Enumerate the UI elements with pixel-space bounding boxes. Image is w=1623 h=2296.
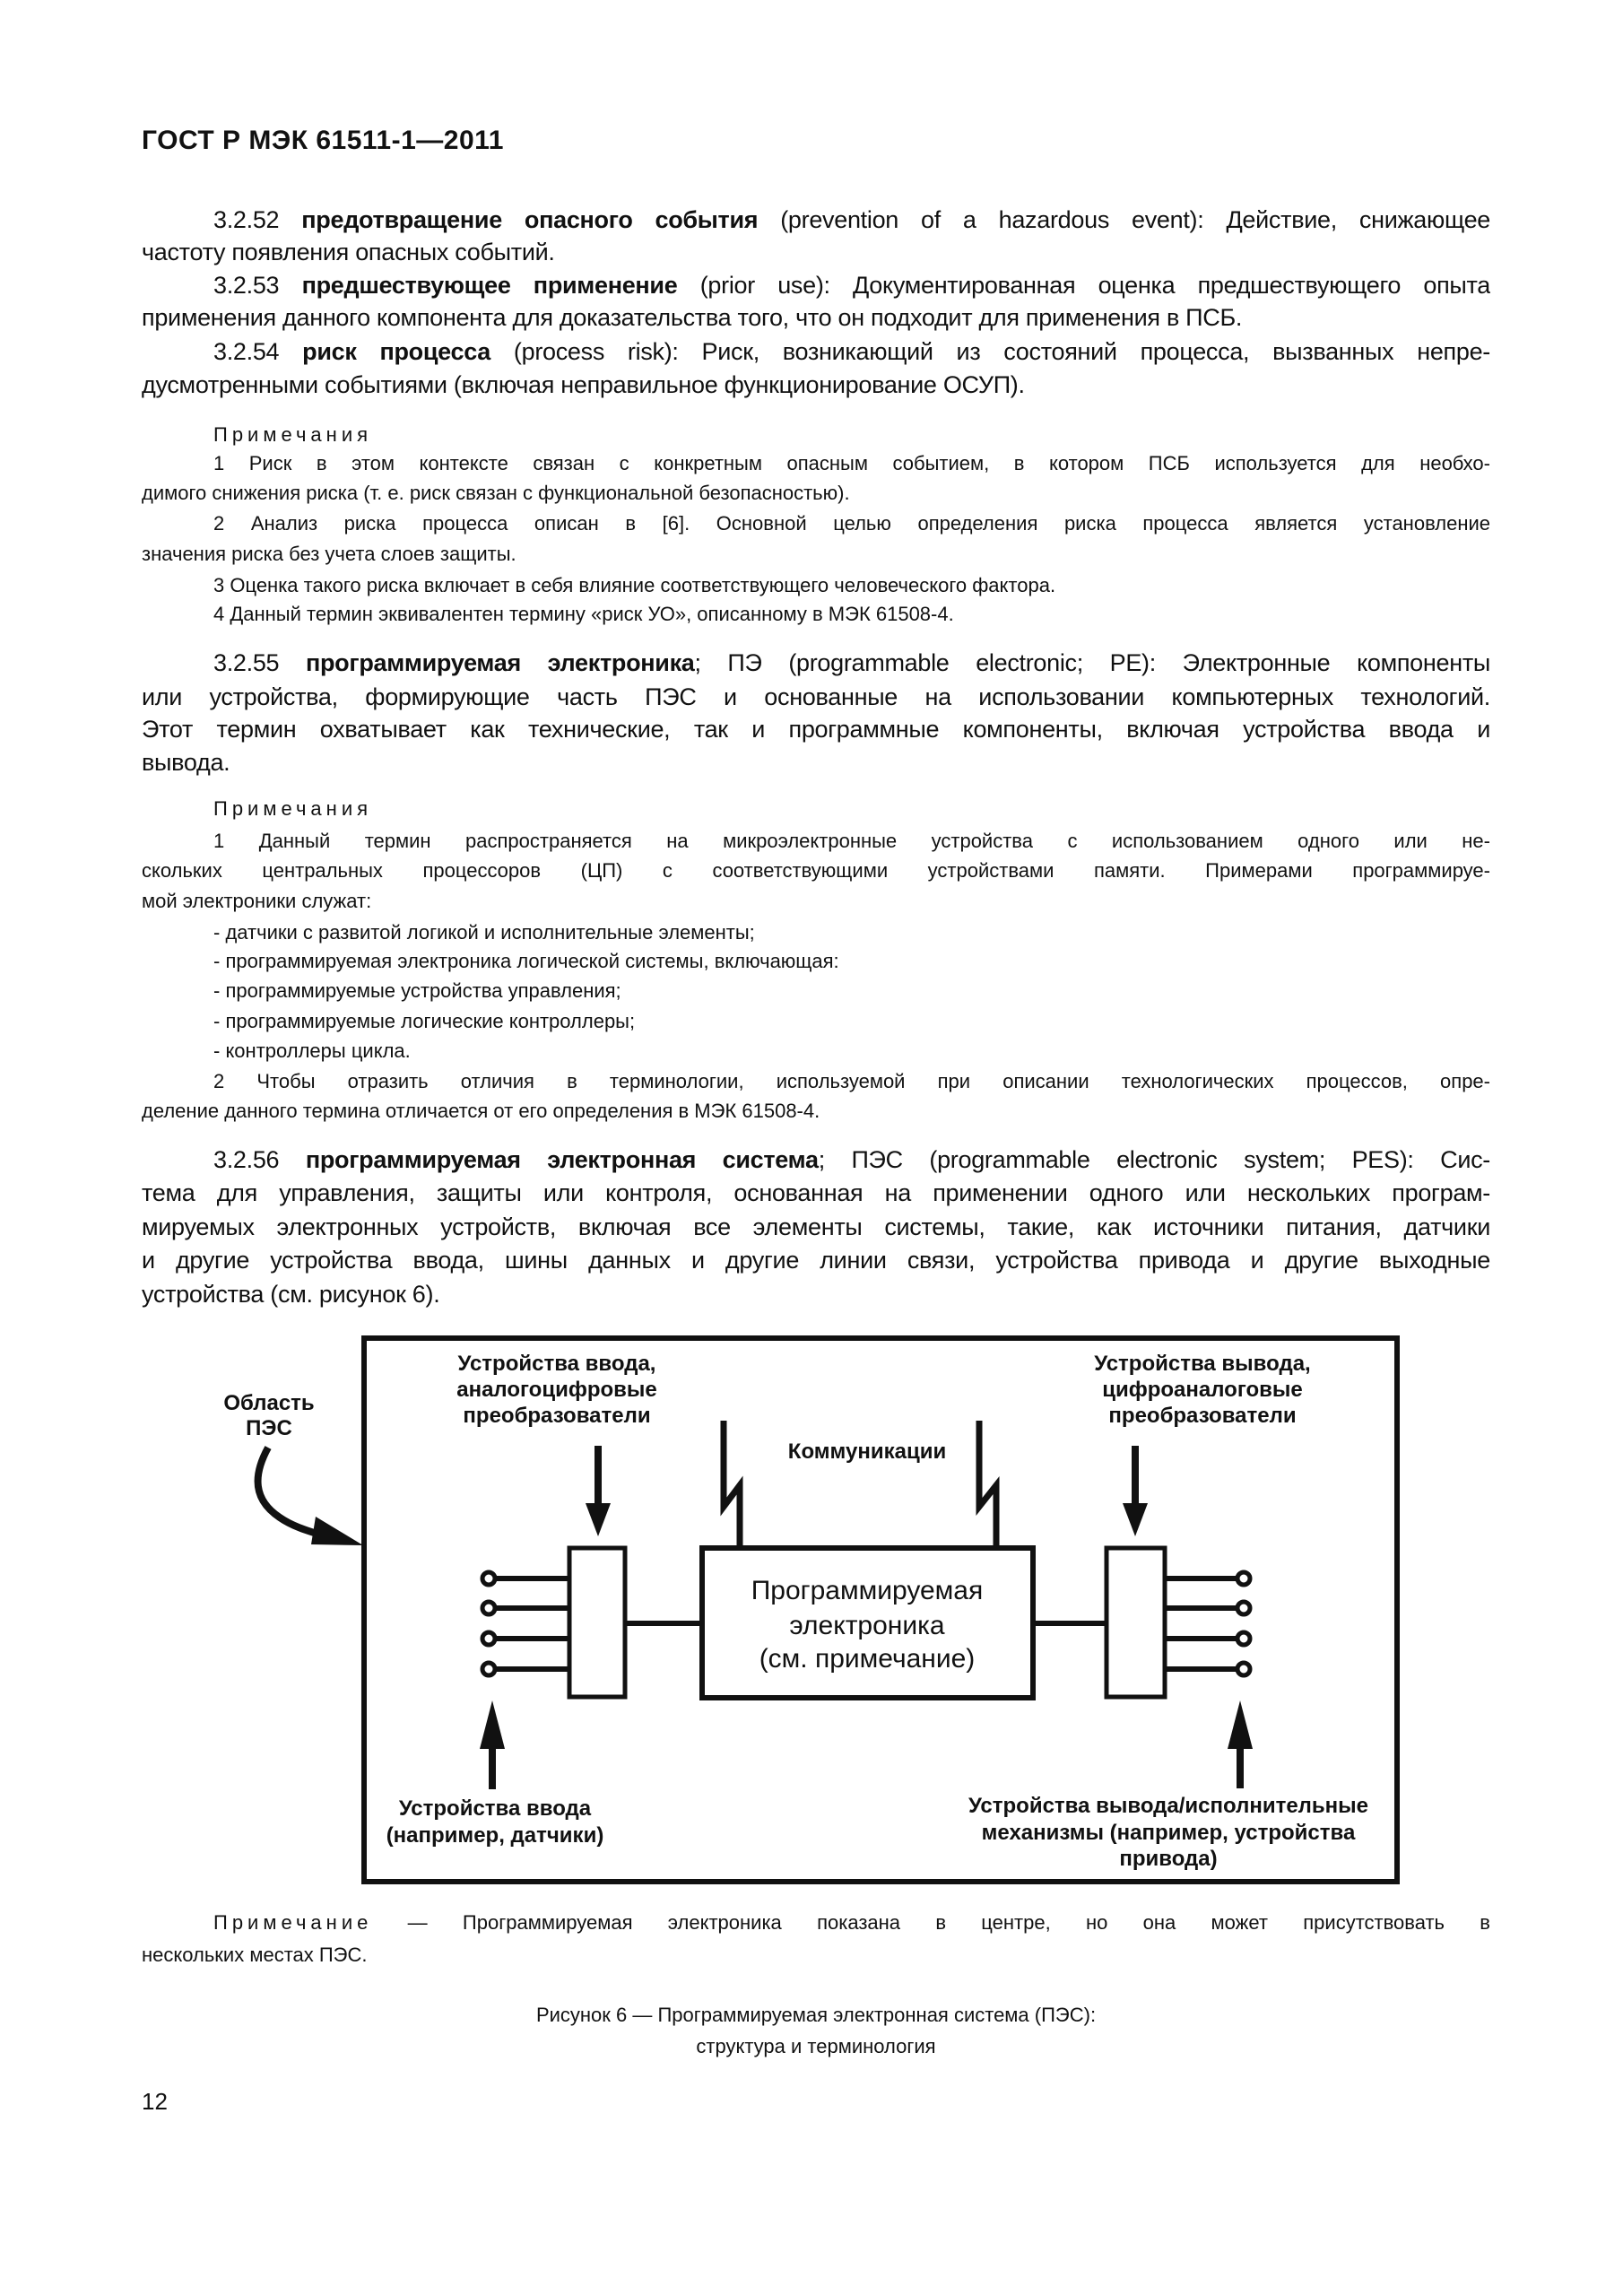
note-line: 3 Оценка такого риска включает в себя влияние соответствующего человеческого фактора. xyxy=(213,574,1056,596)
scope-label-line-1: Область xyxy=(223,1391,315,1415)
input-converters-label-line-1: Устройства ввода, xyxy=(457,1352,656,1376)
clause-number: 3.2.52 xyxy=(213,206,280,233)
input-devices-arrowhead xyxy=(480,1700,505,1749)
output-terminal xyxy=(1237,1663,1250,1675)
center-box-label-line-2: электроника xyxy=(789,1611,945,1640)
communications-link-right-icon xyxy=(979,1421,996,1548)
paragraph-3-2-56-line: тема для управления, защиты или контроля, основанная на применении одного или нескольких програм- xyxy=(142,1179,1490,1206)
term: программируемая электронная система xyxy=(305,1146,819,1173)
note-line: 1 Риск в этом контексте связан с конкретным опасным событием, в котором ПСБ используется для необхо- xyxy=(213,452,1490,474)
figure-caption-line-2: структура и терминология xyxy=(696,2035,936,2057)
document-header-title: ГОСТ Р МЭК 61511-1—2011 xyxy=(142,126,504,155)
term: предотвращение опасного события xyxy=(301,206,759,233)
output-converter-box xyxy=(1107,1548,1165,1697)
paragraph-3-2-55-line: Этот термин охватывает как технические, так и программные компоненты, включая устройства ввода и xyxy=(142,716,1490,743)
figure-note-line-2: нескольких местах ПЭС. xyxy=(142,1944,368,1966)
notes-heading: Примечания xyxy=(213,423,373,446)
paragraph-3-2-56-line: устройства (см. рисунок 6). xyxy=(142,1281,440,1308)
definition-text: (prevention of a hazardous event): Действие, снижающее xyxy=(780,206,1490,233)
note-line: димого снижения риска (т. е. риск связан с функциональной безопасностью). xyxy=(142,482,850,504)
scope-arrowhead xyxy=(311,1517,363,1545)
note-list-item: - программируемые логические контроллеры; xyxy=(213,1010,636,1032)
notes-heading: Примечания xyxy=(213,797,373,820)
figure-caption-line-1: Рисунок 6 — Программируемая электронная система (ПЭС): xyxy=(535,2004,1097,2026)
definition-text: ; ПЭС (programmable electronic system; PES): Сис- xyxy=(818,1146,1490,1173)
clause-number: 3.2.56 xyxy=(213,1146,280,1173)
term: программируемая электроника xyxy=(305,649,695,676)
note-line: 1 Данный термин распространяется на микроэлектронные устройства с использованием одного или не- xyxy=(213,830,1490,852)
term: риск процесса xyxy=(302,338,491,365)
note-line: мой электроники служат: xyxy=(142,890,372,912)
note-line: деление данного термина отличается от его определения в МЭК 61508-4. xyxy=(142,1100,820,1122)
communications-link-left-icon xyxy=(724,1421,740,1548)
note-line: скольких центральных процессоров (ЦП) с соответствующими устройствами памяти. Примерами программируе- xyxy=(142,859,1490,882)
clause-number: 3.2.54 xyxy=(213,338,280,365)
figure-note-line-1 xyxy=(213,1909,1490,1937)
input-terminal xyxy=(482,1632,495,1645)
output-devices-label-line-1: Устройства вывода/исполнительные xyxy=(968,1794,1369,1818)
definition-text: ; ПЭ (programmable electronic; PE): Электронные компоненты xyxy=(694,649,1490,676)
input-converters-label-line-2: аналогоцифровые xyxy=(456,1378,657,1402)
input-converters-label-line-3: преобразователи xyxy=(463,1404,651,1428)
output-converters-label-line-1: Устройства вывода, xyxy=(1094,1352,1311,1376)
input-converter-box xyxy=(569,1548,625,1697)
input-terminal xyxy=(482,1602,495,1614)
note-list-item: - программируемые устройства управления; xyxy=(213,979,621,1002)
paragraph-3-2-55-line: вывода. xyxy=(142,749,230,776)
scope-label-line-2: ПЭС xyxy=(246,1416,292,1440)
paragraph-3-2-56-line: мируемых электронных устройств, включая все элементы системы, такие, как источники питания, датчики xyxy=(142,1213,1490,1240)
output-devices-label-line-3: привода) xyxy=(1119,1847,1218,1871)
figure-note-text: — Программируемая электроника показана в центре, но она может присутствовать в xyxy=(407,1911,1490,1934)
note-line: 4 Данный термин эквивалентен термину «риск УО», описанному в МЭК 61508-4. xyxy=(213,603,954,625)
note-line: 2 Анализ риска процесса описан в [6]. Основной целью определения риска процесса является установление xyxy=(213,512,1490,535)
input-terminal xyxy=(482,1572,495,1585)
clause-number: 3.2.55 xyxy=(213,649,280,676)
note-list-item: - контроллеры цикла. xyxy=(213,1039,411,1062)
output-terminal xyxy=(1237,1602,1250,1614)
page-number: 12 xyxy=(142,2088,168,2115)
input-devices-label-line-1: Устройства ввода xyxy=(398,1796,592,1821)
communications-label: Коммуникации xyxy=(787,1439,947,1464)
input-terminal xyxy=(482,1663,495,1675)
definition-text: (process risk): Риск, возникающий из состояний процесса, вызванных непре- xyxy=(513,338,1490,365)
output-converters-label-line-2: цифроаналоговые xyxy=(1102,1378,1303,1402)
note-list-item: - программируемая электроника логической системы, включающая: xyxy=(213,950,839,972)
output-terminal xyxy=(1237,1572,1250,1585)
clause-number: 3.2.53 xyxy=(213,272,280,299)
input-devices-label-line-2: (например, датчики) xyxy=(386,1823,604,1848)
output-converters-label-line-3: преобразователи xyxy=(1108,1404,1297,1428)
input-converter-arrowhead xyxy=(586,1503,611,1536)
note-line: 2 Чтобы отразить отличия в терминологии, используемой при описании технологических процессов, опре- xyxy=(213,1070,1490,1092)
paragraph-3-2-54-line-2: дусмотренными событиями (включая неправильное функционирование ОСУП). xyxy=(142,371,1025,398)
figure-note-heading: Примечание xyxy=(213,1911,373,1934)
definition-text: (prior use): Документированная оценка предшествующего опыта xyxy=(699,272,1490,299)
term: предшествующее применение xyxy=(301,272,678,299)
paragraph-3-2-52-line-2: частоту появления опасных событий. xyxy=(142,239,555,265)
center-box-label-line-3: (см. примечание) xyxy=(759,1644,976,1674)
note-line: значения риска без учета слоев защиты. xyxy=(142,543,516,565)
output-terminal xyxy=(1237,1632,1250,1645)
paragraph-3-2-56-line: и другие устройства ввода, шины данных и другие линии связи, устройства привода и другие выходные xyxy=(142,1247,1490,1274)
output-devices-arrowhead xyxy=(1228,1700,1253,1749)
paragraph-3-2-55-line: или устройства, формирующие часть ПЭС и основанные на использовании компьютерных технологий. xyxy=(142,683,1490,710)
scope-curved-arrow xyxy=(258,1448,323,1535)
paragraph-3-2-53-line-2: применения данного компонента для доказательства того, что он подходит для применения в ПСБ. xyxy=(142,304,1243,331)
center-box-label-line-1: Программируемая xyxy=(751,1576,984,1605)
note-list-item: - датчики с развитой логикой и исполнительные элементы; xyxy=(213,921,755,944)
output-converter-arrowhead xyxy=(1123,1503,1148,1536)
output-devices-label-line-2: механизмы (например, устройства xyxy=(981,1821,1356,1845)
